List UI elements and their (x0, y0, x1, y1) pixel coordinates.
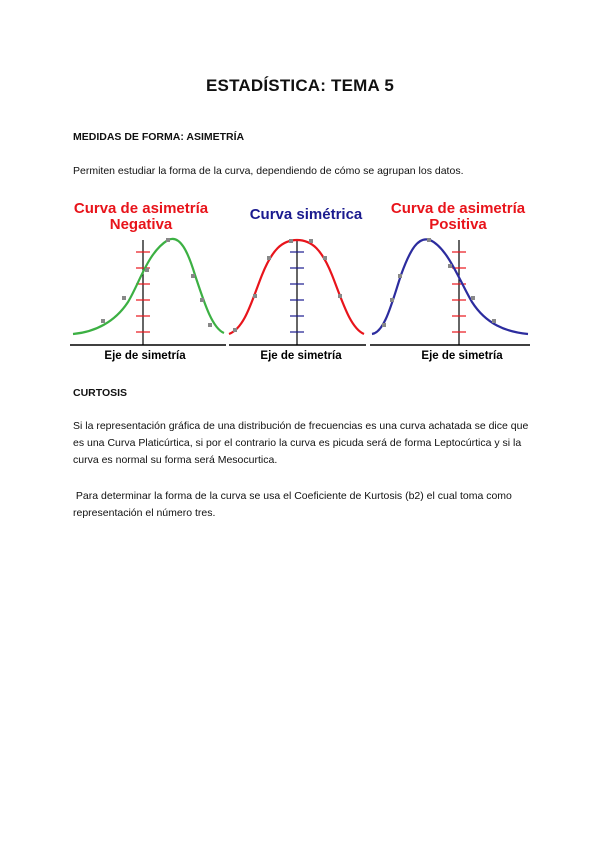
panel-title-line1: Curva de asimetría (73, 200, 209, 217)
panel-negative-skew (70, 200, 226, 362)
axis-label: Eje de simetría (421, 350, 503, 362)
panel-title-line1: Curva de asimetría (390, 200, 526, 217)
panel-title-line1: Curva simétrica (249, 206, 363, 223)
section-heading-curtosis: CURTOSIS (73, 387, 128, 399)
section-text-asimetria: Permiten estudiar la forma de la curva, dependiendo de cómo se agrupan los datos. (73, 165, 464, 177)
curve-points (233, 239, 342, 332)
section-heading-asimetria: MEDIDAS DE FORMA: ASIMETRÍA (73, 131, 245, 143)
panel-symmetric (229, 206, 366, 362)
panel-positive-skew (370, 200, 530, 362)
axis-label: Eje de simetría (260, 350, 342, 362)
section-text-kurtosis-coefficient: Para determinar la forma de la curva se usa el Coeficiente de Kurtosis (b2) el cual toma como representación el número tres. (73, 490, 515, 519)
curve-positive (372, 239, 528, 334)
page-title: ESTADÍSTICA: TEMA 5 (206, 76, 394, 95)
axis-label: Eje de simetría (104, 350, 186, 362)
asymmetry-figure (0, 190, 600, 370)
panel-title-line2: Positiva (429, 216, 487, 233)
curve-negative (73, 239, 224, 334)
section-text-curtosis: Si la representación gráfica de una distribución de frecuencias es una curva achatada se dice que es una Curva Platicúrtica, si por el contrario la curva es picuda será de forma Leptocúrtica y si la curva es normal su forma será Mesocurtica. (73, 420, 529, 466)
panel-title-line2: Negativa (109, 216, 173, 233)
